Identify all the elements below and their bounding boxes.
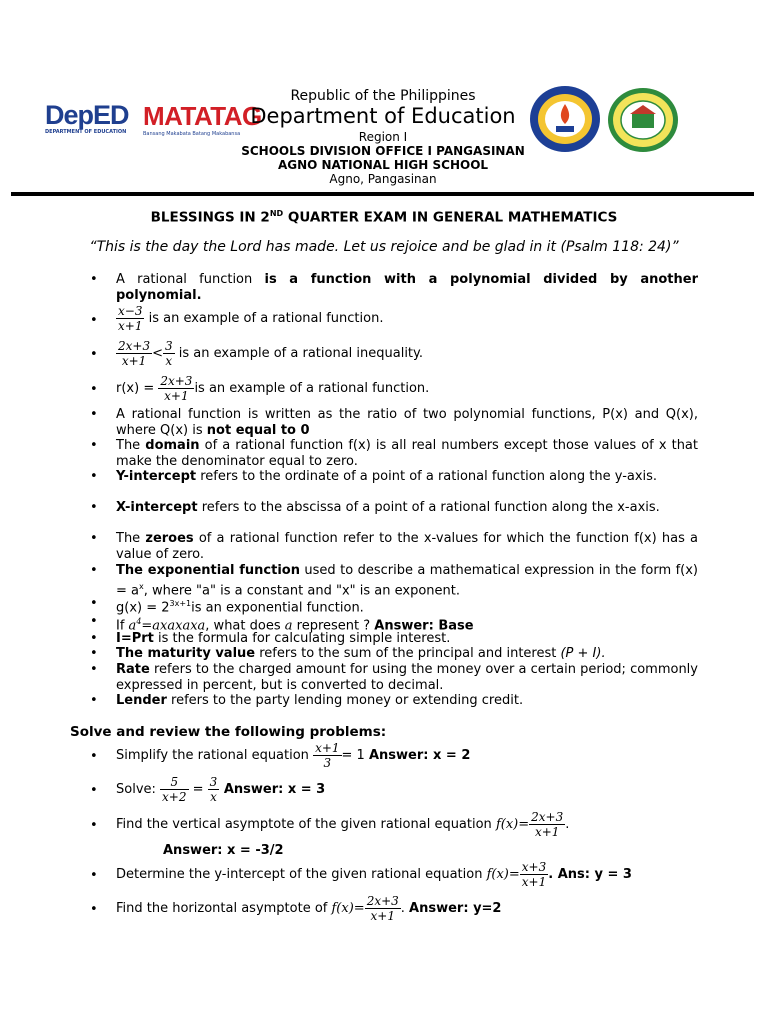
text: A rational function <box>116 272 265 287</box>
list-item <box>116 531 698 562</box>
list-item <box>116 500 698 516</box>
text-bold: I=Prt <box>116 631 154 646</box>
text: Find the vertical asymptote of the given rational equation <box>116 817 496 832</box>
bullet-icon: • <box>90 646 98 661</box>
text-bold: Rate <box>116 662 150 677</box>
text: g(x) = 2 <box>116 600 170 616</box>
exam-title <box>0 209 768 226</box>
text: If <box>116 618 129 634</box>
text: The <box>116 531 146 546</box>
denominator: x <box>210 790 217 804</box>
text: , what does <box>205 618 285 634</box>
bullet-icon: • <box>90 382 98 397</box>
bullet-icon: • <box>90 596 98 611</box>
text: . <box>565 817 570 832</box>
region-line: Region I <box>358 130 408 144</box>
school-line: AGNO NATIONAL HIGH SCHOOL <box>277 158 489 172</box>
text-bold: The maturity value <box>116 646 256 661</box>
denominator: x <box>165 354 173 368</box>
bullet-icon: • <box>90 783 98 798</box>
bullet-icon: • <box>90 818 98 833</box>
list-item <box>116 407 698 438</box>
fraction <box>529 810 565 839</box>
bullet-icon: • <box>90 469 98 484</box>
text-bold: zeroes <box>145 531 194 546</box>
text: = 1 <box>341 748 369 763</box>
bullet-icon: • <box>90 902 98 917</box>
deped-logo <box>45 100 135 145</box>
list-item <box>116 563 698 598</box>
school-seal-icon <box>606 86 680 154</box>
function-name: f(x)= <box>331 901 365 916</box>
bullet-icon: • <box>90 500 98 515</box>
bullet-icon: • <box>90 438 98 453</box>
fraction <box>208 775 220 804</box>
bullet-icon: • <box>90 563 98 578</box>
text-italic: (P + I). <box>560 646 606 661</box>
list-item <box>116 272 698 303</box>
title-part-2: QUARTER EXAM IN GENERAL MATHEMATICS <box>283 209 618 226</box>
denominator: x+1 <box>164 389 189 403</box>
fraction <box>160 775 188 804</box>
text-bold: X-intercept <box>116 500 198 515</box>
list-item <box>116 469 698 485</box>
deped-logo-subtext: DEPARTMENT OF EDUCATION <box>45 129 127 135</box>
fraction <box>116 304 144 333</box>
text: Simplify the rational equation <box>116 748 314 763</box>
problem-item <box>116 775 698 804</box>
list-item <box>116 339 698 368</box>
denominator: x+2 <box>162 790 187 804</box>
text: refers to the party lending money or extending credit. <box>166 693 524 708</box>
header-divider <box>11 192 754 196</box>
denominator: x+1 <box>118 319 143 333</box>
text: of a rational function refer to the x-values for which the function f(x) has a value of zero. <box>116 531 699 562</box>
text: , where "a" is a constant and "x" is an exponent. <box>143 582 460 598</box>
bullet-icon: • <box>90 531 98 546</box>
text: The <box>116 438 146 453</box>
bible-verse: “This is the day the Lord has made. Let us rejoice and be glad in it (Psalm 118: 24)” <box>89 239 679 255</box>
title-ordinal: ND <box>269 209 284 218</box>
bullet-icon: • <box>90 749 98 764</box>
fraction <box>163 339 175 368</box>
answer: Answer: x = 2 <box>368 748 471 763</box>
bullet-icon: • <box>90 693 98 708</box>
math-var: a <box>284 618 293 634</box>
bullet-icon: • <box>90 407 98 422</box>
fraction <box>313 741 341 770</box>
superscript: x <box>139 581 144 591</box>
math-expr: =axaxaxa <box>141 618 206 634</box>
list-item <box>116 304 698 333</box>
answer: Answer: x = -3/2 <box>163 843 284 858</box>
answer: . Ans: y = 3 <box>548 867 632 882</box>
denominator: x+1 <box>534 825 560 839</box>
text: is an example of a rational inequality. <box>174 346 423 361</box>
text: refers to the charged amount for using the money over a certain period; commonly expressed in percent, but is converted to decimal. <box>116 662 698 693</box>
less-than: < <box>152 346 163 361</box>
text-bold: Lender <box>116 693 167 708</box>
superscript: 3x+1 <box>169 599 192 608</box>
math-var: a <box>128 618 137 634</box>
text: refers to the sum of the principal and interest <box>255 646 561 661</box>
problem-item <box>116 810 698 839</box>
list-item <box>116 693 698 709</box>
list-item <box>116 438 698 469</box>
numerator: 2x+3 <box>531 810 564 824</box>
text: refers to the ordinate of a point of a rational function along the y-axis. <box>196 469 658 484</box>
text: is the formula for calculating simple interest. <box>153 631 451 646</box>
bullet-icon: • <box>90 614 98 629</box>
bullet-icon: • <box>90 313 98 328</box>
list-item <box>116 646 698 662</box>
department-title: Department of Education <box>250 104 516 128</box>
division-seal-icon <box>528 84 602 154</box>
text: Solve: <box>116 782 161 797</box>
text-bold: domain <box>145 438 200 453</box>
answer: Answer: Base <box>374 618 474 634</box>
text-bold: not equal to 0 <box>206 422 310 438</box>
answer: Answer: x = 3 <box>219 782 326 797</box>
bullet-icon: • <box>90 868 98 883</box>
bullet-icon: • <box>90 631 98 646</box>
text: represent ? <box>292 618 375 634</box>
title-part-1: BLESSINGS IN 2 <box>150 209 270 226</box>
list-item <box>116 374 698 403</box>
numerator: 2x+3 <box>366 894 399 908</box>
text: A rational function is written as the ratio of two polynomial functions, P(x) and Q(x), where Q(x) is <box>116 407 698 438</box>
denominator: x+1 <box>521 875 547 889</box>
answer: Answer: y=2 <box>409 901 502 916</box>
numerator: 3 <box>165 339 173 353</box>
numerator: x+3 <box>521 860 547 874</box>
matatag-logo-subtext: Bansang Makabata Batang Makabansa <box>143 131 241 137</box>
denominator: x+1 <box>121 354 147 368</box>
list-item <box>116 631 698 647</box>
text: is an example of a rational function. <box>194 381 430 396</box>
denominator: 3 <box>323 756 332 770</box>
list-item <box>116 596 698 616</box>
text: is an example of a rational function. <box>144 311 384 326</box>
text: is an exponential function. <box>191 600 364 616</box>
text: Find the horizontal asymptote of <box>116 901 332 916</box>
numerator: x+1 <box>315 741 340 755</box>
division-line: SCHOOLS DIVISION OFFICE I PANGASINAN <box>241 144 525 158</box>
text: r(x) = <box>116 381 159 396</box>
town-line: Agno, Pangasinan <box>329 172 437 186</box>
text-bold: is a function with a polynomial divided by another polynomial. <box>116 272 699 303</box>
text-bold: The exponential function <box>116 563 300 578</box>
problem-item <box>116 894 698 923</box>
text: . <box>400 901 410 916</box>
republic-line: Republic of the Philippines <box>290 88 476 104</box>
text: Determine the y-intercept of the given rational equation <box>116 867 487 882</box>
fraction <box>158 374 194 403</box>
numerator: 2x+3 <box>118 339 151 353</box>
bullet-icon: • <box>90 347 98 362</box>
matatag-logo-text: MATATAG <box>143 101 262 131</box>
problem-item <box>116 741 698 770</box>
numerator: 3 <box>209 775 218 789</box>
numerator: x−3 <box>118 304 143 318</box>
denominator: x+1 <box>370 909 395 923</box>
bullet-icon: • <box>90 272 98 287</box>
fraction <box>365 894 401 923</box>
problem-item <box>116 860 698 889</box>
fraction <box>116 339 152 368</box>
function-name: f(x)= <box>486 867 520 882</box>
text: refers to the abscissa of a point of a rational function along the x-axis. <box>197 500 660 515</box>
text: of a rational function f(x) is all real numbers except those values of x that make the denominator equal to zero. <box>116 438 698 469</box>
fraction <box>520 860 548 889</box>
numerator: 5 <box>160 775 188 790</box>
bullet-icon: • <box>90 662 98 677</box>
text: = <box>188 782 208 797</box>
problems-heading: Solve and review the following problems: <box>70 724 387 740</box>
text-bold: Y-intercept <box>116 469 197 484</box>
numerator: 2x+3 <box>160 374 193 388</box>
list-item <box>116 662 698 693</box>
superscript: 4 <box>136 617 142 626</box>
deped-logo-text: DepED <box>45 100 129 130</box>
function-name: f(x)= <box>495 817 530 832</box>
text: used to describe a mathematical expression in the form f(x) = a <box>116 563 698 598</box>
